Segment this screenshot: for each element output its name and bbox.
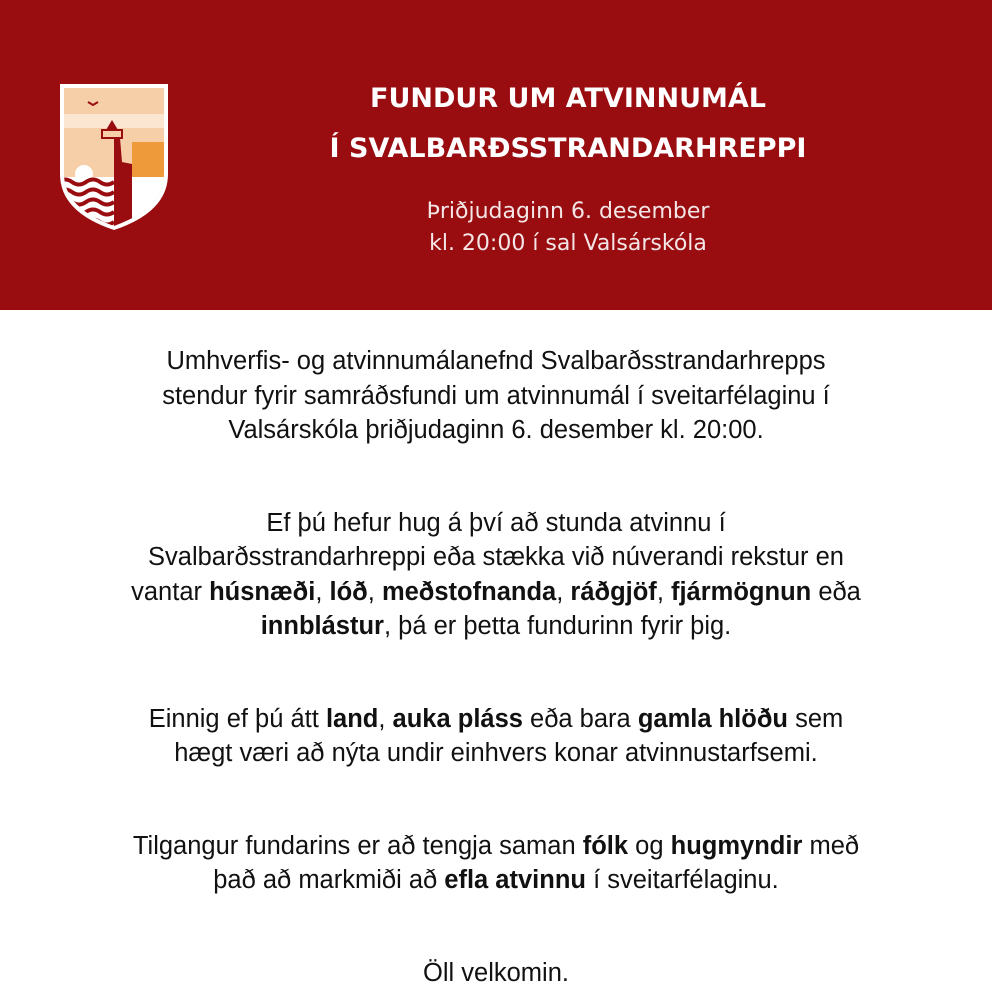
paragraph-text: , [315, 578, 329, 606]
event-title [290, 74, 846, 174]
paragraph-text: í sveitarfélaginu. [586, 866, 779, 894]
announcement-body [0, 310, 992, 990]
event-date-location [290, 196, 846, 260]
paragraph-text: sem [788, 705, 843, 733]
highlighted-text: gamla hlöðu [638, 705, 788, 733]
highlighted-text: innblástur [261, 612, 384, 640]
highlighted-text: lóð [330, 578, 368, 606]
highlighted-text: húsnæði [209, 578, 315, 606]
paragraph-text: Umhverfis- og atvinnumálanefnd Svalbarðsstrandarhrepps [166, 347, 825, 375]
paragraph-text: Ef þú hefur hug á því að stunda atvinnu í [266, 509, 725, 537]
paragraph-text: Valsárskóla þriðjudaginn 6. desember kl. 20:00. [228, 416, 763, 444]
paragraph-text: það að markmiði að [213, 866, 444, 894]
highlighted-text: land [326, 705, 378, 733]
lighthouse-crest-logo [58, 82, 170, 230]
announcement-paragraph [36, 956, 956, 990]
paragraph-text: , [556, 578, 570, 606]
announcement-paragraph [36, 829, 956, 898]
paragraph-text: vantar [131, 578, 209, 606]
paragraph-text: , [657, 578, 671, 606]
title-line: Í SVALBARÐSSTRANDARHREPPI [290, 124, 846, 174]
highlighted-text: auka pláss [393, 705, 523, 733]
paragraph-text: , [368, 578, 382, 606]
highlighted-text: fólk [583, 832, 628, 860]
paragraph-text: Tilgangur fundarins er að tengja saman [133, 832, 583, 860]
header-banner [0, 0, 992, 310]
highlighted-text: fjármögnun [671, 578, 811, 606]
title-line: FUNDUR UM ATVINNUMÁL [290, 74, 846, 124]
paragraph-text: eða [811, 578, 861, 606]
paragraph-text: , þá er þetta fundurinn fyrir þig. [384, 612, 731, 640]
paragraph-text: Öll velkomin. [423, 959, 569, 987]
announcement-paragraph [36, 506, 956, 644]
paragraph-text: , [378, 705, 392, 733]
paragraph-text: og [628, 832, 671, 860]
paragraph-text: Einnig ef þú átt [149, 705, 326, 733]
paragraph-text: með [802, 832, 859, 860]
subtitle-line: Þriðjudaginn 6. desember [290, 196, 846, 228]
announcement-paragraph [36, 344, 956, 448]
paragraph-text: stendur fyrir samráðsfundi um atvinnumál í sveitarfélaginu í [162, 382, 830, 410]
highlighted-text: hugmyndir [671, 832, 803, 860]
paragraph-text: hægt væri að nýta undir einhvers konar atvinnustarfsemi. [174, 739, 817, 767]
subtitle-line: kl. 20:00 í sal Valsárskóla [290, 228, 846, 260]
announcement-paragraph [36, 702, 956, 771]
highlighted-text: efla atvinnu [444, 866, 586, 894]
highlighted-text: ráðgjöf [570, 578, 656, 606]
paragraph-text: Svalbarðsstrandarhreppi eða stækka við núverandi rekstur en [148, 543, 844, 571]
highlighted-text: meðstofnanda [382, 578, 556, 606]
paragraph-text: eða bara [523, 705, 638, 733]
